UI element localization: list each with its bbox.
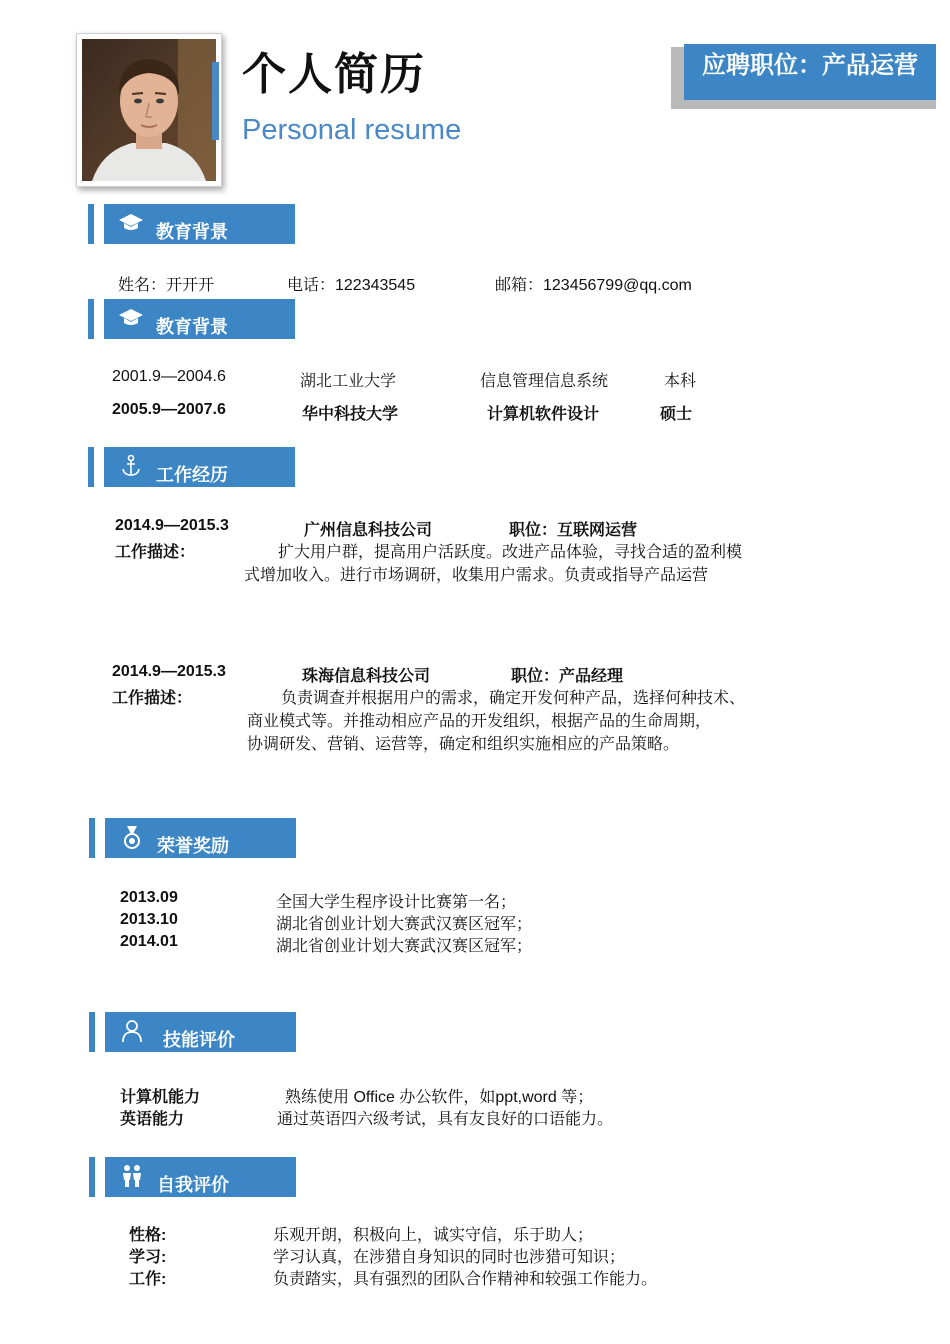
section-marker xyxy=(88,204,94,244)
work-period: 2014.9—2015.3 xyxy=(112,663,226,680)
skill-text: 通过英语四六级考试，具有友良好的口语能力。 xyxy=(277,1111,614,1128)
people-icon xyxy=(119,1163,145,1189)
title-accent-bar xyxy=(212,62,219,140)
skill-text: 熟练使用 Office 办公软件，如ppt,word 等； xyxy=(285,1089,594,1106)
name-field: 姓名：开开开 xyxy=(118,277,215,294)
work-desc-line: 商业模式等。并推动相应产品的开发组织，根据产品的生命周期， xyxy=(247,713,712,730)
graduation-cap-icon xyxy=(118,305,144,331)
edu-degree: 硕士 xyxy=(660,406,693,423)
work-desc-line: 协调研发、营销、运营等，确定和组织实施相应的产品策略。 xyxy=(247,736,680,753)
edu-school: 湖北工业大学 xyxy=(300,373,397,390)
work-desc-line: 负责调查并根据用户的需求，确定开发何种产品，选择何种技术、 xyxy=(281,690,746,707)
section-title: 工作经历 xyxy=(156,465,228,485)
skill-label: 英语能力 xyxy=(120,1111,185,1128)
self-label: 性格: xyxy=(129,1227,167,1244)
page-title: 个人简历 xyxy=(242,50,426,99)
honor-date: 2014.01 xyxy=(120,933,178,950)
section-title: 荣誉奖励 xyxy=(157,836,229,856)
honor-text: 全国大学生程序设计比赛第一名； xyxy=(276,894,517,911)
honor-text: 湖北省创业计划大赛武汉赛区冠军； xyxy=(276,938,533,955)
section-marker xyxy=(89,1157,95,1197)
honor-date: 2013.09 xyxy=(120,889,178,906)
page-subtitle: Personal resume xyxy=(242,114,462,146)
medal-icon xyxy=(119,824,145,850)
section-marker xyxy=(89,1012,95,1052)
self-label: 工作: xyxy=(129,1271,167,1288)
section-header-skills xyxy=(105,1012,296,1052)
work-position: 职位：互联网运营 xyxy=(509,522,638,539)
section-header-work xyxy=(104,447,295,487)
section-marker xyxy=(89,818,95,858)
work-desc-line: 式增加收入。进行市场调研，收集用户需求。负责或指导产品运营 xyxy=(244,567,709,584)
section-header-honors xyxy=(105,818,296,858)
edu-degree: 本科 xyxy=(664,373,697,390)
profile-photo xyxy=(76,33,222,187)
work-desc-label: 工作描述： xyxy=(115,544,196,561)
job-banner: 应聘职位：产品运营 xyxy=(684,44,936,100)
edu-period: 2005.9—2007.6 xyxy=(112,401,226,418)
work-company: 广州信息科技公司 xyxy=(304,522,433,539)
section-title: 教育背景 xyxy=(156,222,228,242)
section-title: 技能评价 xyxy=(163,1030,235,1050)
section-header-education xyxy=(104,299,295,339)
section-header-self xyxy=(105,1157,296,1197)
section-marker xyxy=(88,299,94,339)
graduation-cap-icon xyxy=(118,210,144,236)
work-desc-label: 工作描述： xyxy=(112,690,193,707)
edu-school: 华中科技大学 xyxy=(302,406,399,423)
honor-text: 湖北省创业计划大赛武汉赛区冠军； xyxy=(276,916,533,933)
self-text: 负责踏实，具有强烈的团队合作精神和较强工作能力。 xyxy=(273,1271,658,1288)
work-desc-line: 扩大用户群，提高用户活跃度。改进产品体验，寻找合适的盈利模 xyxy=(278,544,743,561)
section-header-basic xyxy=(104,204,295,244)
self-text: 乐观开朗，积极向上，诚实守信，乐于助人； xyxy=(273,1227,594,1244)
self-label: 学习: xyxy=(129,1249,167,1266)
work-position: 职位：产品经理 xyxy=(511,668,624,685)
section-title: 自我评价 xyxy=(157,1175,229,1195)
portrait-image xyxy=(82,39,216,181)
honor-date: 2013.10 xyxy=(120,911,178,928)
skill-label: 计算机能力 xyxy=(120,1089,201,1106)
email-field: 邮箱：123456799@qq.com xyxy=(495,277,692,294)
work-period: 2014.9—2015.3 xyxy=(115,517,229,534)
self-text: 学习认真，在涉猎自身知识的同时也涉猎可知识； xyxy=(273,1249,626,1266)
edu-major: 计算机软件设计 xyxy=(487,406,600,423)
phone-field: 电话：122343545 xyxy=(287,277,416,294)
section-title: 教育背景 xyxy=(156,317,228,337)
edu-period: 2001.9—2004.6 xyxy=(112,368,226,385)
section-marker xyxy=(88,447,94,487)
person-icon xyxy=(119,1018,145,1044)
anchor-icon xyxy=(118,453,144,479)
edu-major: 信息管理信息系统 xyxy=(480,373,609,390)
work-company: 珠海信息科技公司 xyxy=(302,668,431,685)
